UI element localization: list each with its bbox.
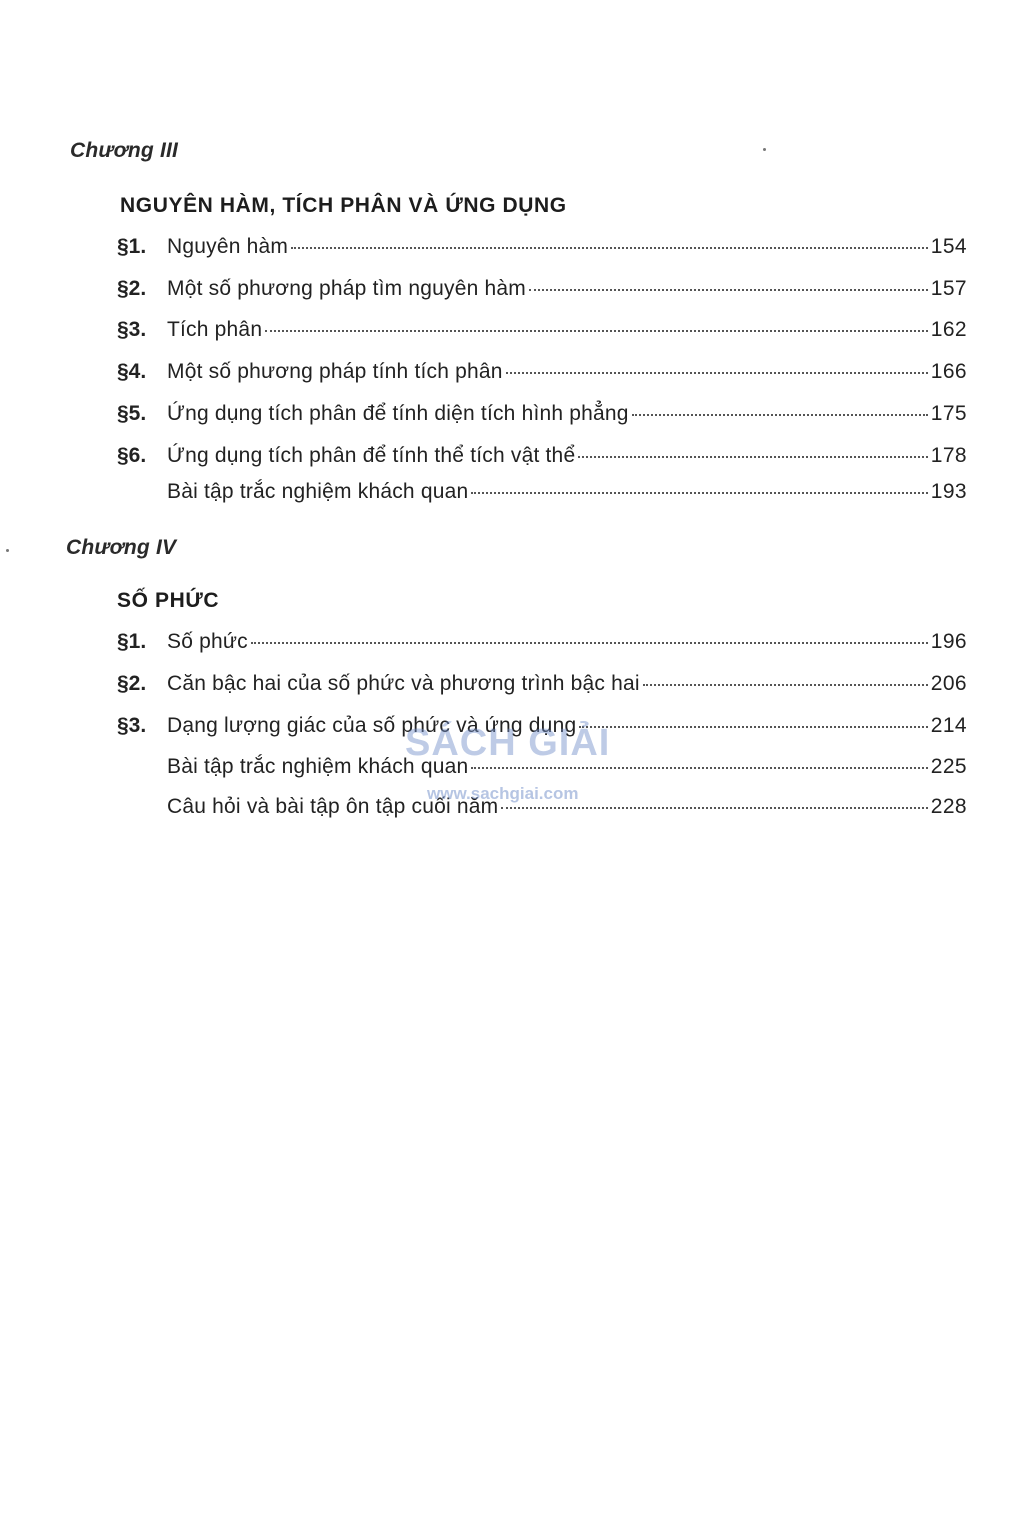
section-number: §1. xyxy=(117,235,147,258)
toc-entry xyxy=(117,755,967,785)
dot-leader xyxy=(506,372,928,374)
page-number: 225 xyxy=(930,755,967,778)
page-number: 154 xyxy=(930,235,967,258)
section-title: Ứng dụng tích phân để tính diện tích hình phẳng xyxy=(167,402,629,425)
page-number: 175 xyxy=(930,402,967,425)
dot-leader xyxy=(529,289,928,291)
dot-leader xyxy=(578,456,927,458)
chapter-4-label: Chương IV xyxy=(66,536,177,559)
section-number: §2. xyxy=(117,672,147,695)
page-number: 228 xyxy=(930,795,967,818)
dot-leader xyxy=(632,414,928,416)
page-number: 178 xyxy=(930,444,967,467)
section-title: Một số phương pháp tính tích phân xyxy=(167,360,503,383)
toc-entry xyxy=(117,402,967,432)
scan-speck xyxy=(6,549,9,552)
section-number: §1. xyxy=(117,630,147,653)
chapter-3-title: NGUYÊN HÀM, TÍCH PHÂN VÀ ỨNG DỤNG xyxy=(120,194,567,217)
section-number: §3. xyxy=(117,318,147,341)
section-title: Tích phân xyxy=(167,318,263,341)
section-number: §5. xyxy=(117,402,147,425)
section-number: §4. xyxy=(117,360,147,383)
page-number: 193 xyxy=(930,480,967,503)
dot-leader xyxy=(643,684,928,686)
dot-leader xyxy=(291,247,928,249)
toc-entry xyxy=(117,630,967,660)
watermark-brand: SÁCH GIẢI xyxy=(405,722,611,764)
dot-leader xyxy=(265,330,928,332)
toc-entry xyxy=(117,235,967,265)
toc-entry xyxy=(117,277,967,307)
section-title: Số phức xyxy=(167,630,248,653)
toc-entry xyxy=(117,795,967,825)
watermark-url: www.sachgiai.com xyxy=(427,784,579,803)
toc-entry xyxy=(117,360,967,390)
chapter-4-title: SỐ PHỨC xyxy=(117,589,220,612)
dot-leader xyxy=(501,807,927,809)
dot-leader xyxy=(471,767,927,769)
section-number: §6. xyxy=(117,444,147,467)
section-number: §2. xyxy=(117,277,147,300)
dot-leader xyxy=(579,726,927,728)
chapter-3-label: Chương III xyxy=(70,139,179,162)
section-title: Bài tập trắc nghiệm khách quan xyxy=(167,755,469,778)
section-title: Câu hỏi và bài tập ôn tập cuối năm xyxy=(167,795,499,818)
section-number: §3. xyxy=(117,714,147,737)
dot-leader xyxy=(471,492,927,494)
section-title: Ứng dụng tích phân để tính thể tích vật thể xyxy=(167,444,576,467)
page-number: 166 xyxy=(930,360,967,383)
toc-entry xyxy=(117,480,967,510)
page-number: 162 xyxy=(930,318,967,341)
page-number: 206 xyxy=(930,672,967,695)
scan-speck xyxy=(763,148,766,151)
section-title: Dạng lượng giác của số phức và ứng dụng xyxy=(167,714,577,737)
page-number: 214 xyxy=(930,714,967,737)
toc-entry xyxy=(117,672,967,702)
toc-entry xyxy=(117,444,967,474)
page-number: 196 xyxy=(930,630,967,653)
section-title: Căn bậc hai của số phức và phương trình bậc hai xyxy=(167,672,640,695)
page-number: 157 xyxy=(930,277,967,300)
section-title: Nguyên hàm xyxy=(167,235,289,258)
section-title: Bài tập trắc nghiệm khách quan xyxy=(167,480,469,503)
toc-entry xyxy=(117,714,967,744)
dot-leader xyxy=(251,642,928,644)
toc-entry xyxy=(117,318,967,348)
section-title: Một số phương pháp tìm nguyên hàm xyxy=(167,277,526,300)
